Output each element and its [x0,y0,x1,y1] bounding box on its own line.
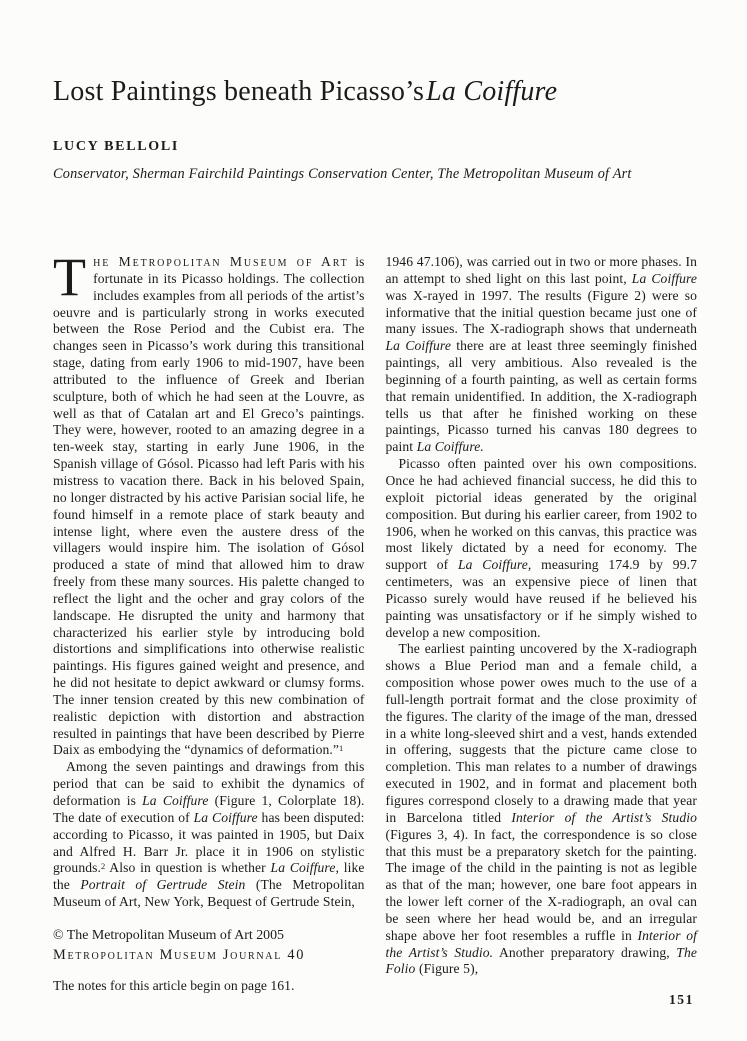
right-column [386,254,698,1008]
paragraph: Among the seven paintings and drawings from this period that can be said to exhibit the dynamics of deformation is La Coiffure (Figure 1, Colorplate 18). The date of execution of La Coiffure has been disputed: according to Picasso, it was painted in 1905, but Daix and Alfred H. Barr Jr. place it in 1906 on stylistic grounds.$^2$ Also in question is whether La Coiffure, like the Portrait of Gertrude Stein (The Metropolitan Museum of Art, New York, Bequest of Gertrude Stein, [53,759,365,910]
notes-reference-line: The notes for this article begin on page 161. [53,977,295,993]
paragraph-text: he Metropolitan Museum of Art is fortunate in its Picasso holdings. The collection includes examples from all periods of the artist’s oeuvre and is particularly strong in works executed between the Rose Period and the Cubist era. The changes seen in Picasso’s work during this transitional stage, dating from early 1906 to mid-1907, have been attributed to the influence of Greek and Iberian sculpture, both of which he had seen at the Louvre, as well as that of Catalan art and El Greco’s paintings. They were, however, rooted to an amazing degree in a ten-week stay, starting in early June 1906, in the Spanish village of Gósol. Picasso had left Paris with his mistress to vacation there. Back in his beloved Spain, no longer distracted by his active Parisian social life, he found himself in a remote place of stark beauty and intense light, where even the austere dress of the villagers would inspire him. The isolation of Gósol produced a state of mind that allowed him to draw freely from these many sources. His palette changed to reflect the light and the ocher and gray colors of the landscape. He disrupted the unity and harmony that characterized his earlier style by introducing bold distortions and simplifications into otherwise realistic paintings. His figures gained weight and presence, and he did not hesitate to depict awkward or clumsy forms. The inner tension created by this new combination of realistic depiction with distortion and abstraction resulted in paintings that have been described by Pierre Daix as embodying the “dynamics of deformation.”$^1$ [53,254,365,758]
journal-title-line: Metropolitan Museum Journal 40 [53,946,306,963]
article-title-regular: Lost Paintings beneath Picasso’s [53,76,425,107]
left-column [53,247,365,1008]
page-number: 151 [668,992,694,1008]
paragraph-opening [53,247,365,759]
paragraph: 1946 47.106), was carried out in two or more phases. In an attempt to shed light on this last point, La Coiffure was X-rayed in 1997. The results (Figure 2) were so informative that the initial question became just one of many issues. The X-radiograph shows that underneath La Coiffure there are at least three seemingly finished paintings, all very ambitious. Also revealed is the beginning of a fourth painting, as well as certain forms that remain unidentified. In addition, the X-radiograph tells us that after he finished working on these paintings, Picasso turned his canvas 180 degrees to paint La Coiffure. [385,254,698,455]
author-affiliation: Conservator, Sherman Fairchild Paintings Conservation Center, The Metropolitan Museum of Art [53,166,632,182]
journal-imprint [53,928,365,964]
drop-cap: T [53,247,87,307]
paragraph: Picasso often painted over his own compositions. Once he had achieved financial success, he did this to exploit pictorial ideas generated by the original composition. But during his earlier career, from 1902 to 1906, when he worked on this canvas, this practice was most likely dictated by a need for economy. The support of La Coiffure, measuring 174.9 by 99.7 centimeters, was an expensive piece of linen that Picasso surely would have reused if he believed his painting was unsatisfactory or if he simply wished to develop a new composition. [385,456,697,640]
article-title [53,76,697,108]
paragraph: The earliest painting uncovered by the X-radiograph shows a Blue Period man and a female child, a composition whose power owes much to the use of a full-length portrait format and the close proximity of the figures. The clarity of the image of the man, dressed in a white long-sleeved shirt and a vest, hands extended in offering, suggests that the picture came close to completion. This man relates to a number of drawings executed in 1902, and in format and placement both figures correspond closely to a drawing made that year in Barcelona titled Interior of the Artist’s Studio (Figures 3, 4). In fact, the correspondence is so close that this must be a preparatory sketch for the painting. The image of the child in the painting is not as legible as that of the man; however, one bare foot appears in the lower left corner of the X-radiograph, an oval can be seen where her head would be, and an irregular shape above her foot resembles a ruffle in Interior of the Artist’s Studio. Another preparatory drawing, The Folio (Figure 5), [385,641,697,977]
article-body [53,247,698,1008]
article-header [53,76,697,183]
article-title-italic: La Coiffure [426,76,558,107]
author-name: LUCY BELLOLI [53,139,180,154]
copyright-line: © The Metropolitan Museum of Art 2005 [53,927,284,943]
